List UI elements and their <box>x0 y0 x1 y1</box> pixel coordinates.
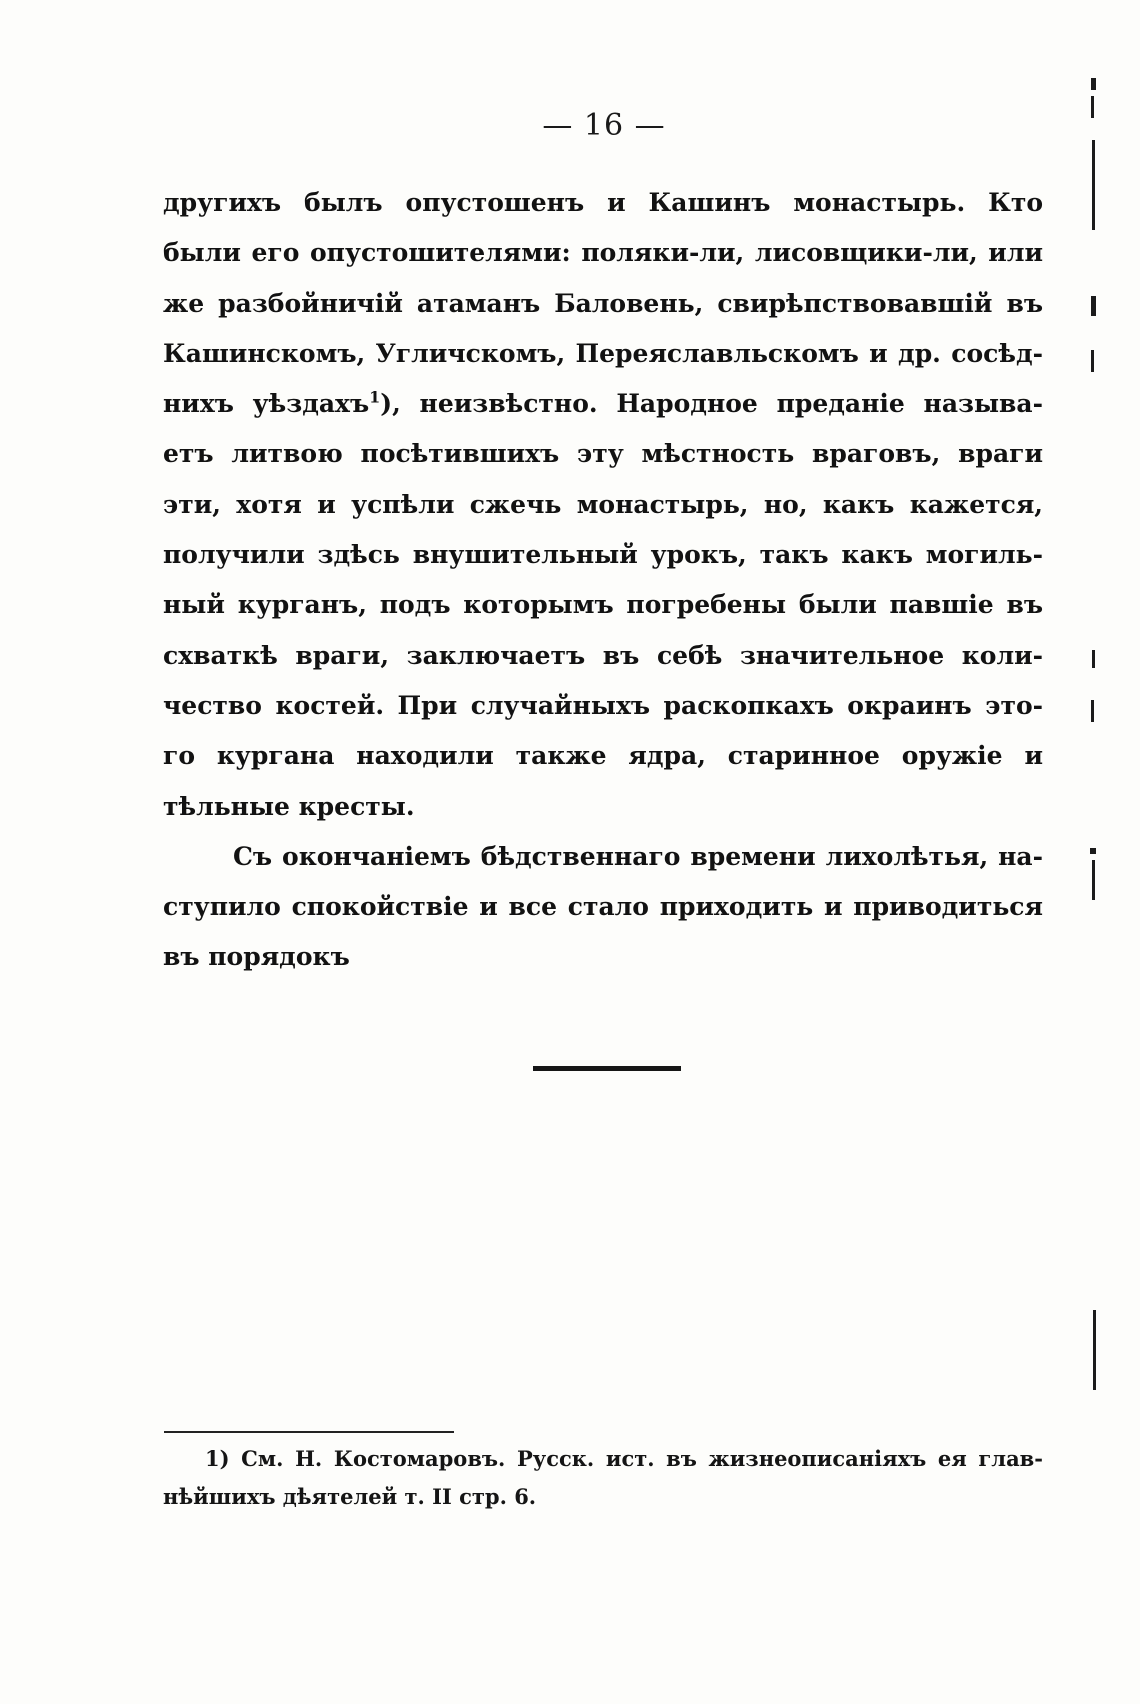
text-line: тѣльные кресты. <box>163 791 415 821</box>
page-number: — 16 — <box>542 108 666 143</box>
text-line: Съ окончаніемъ бѣдственнаго времени лихолѣтья, на- <box>233 841 1043 871</box>
binding-edge-artifacts <box>1080 0 1140 1704</box>
footnote-line: 1) См. Н. Костомаровъ. Русск. ист. въ жизнеописаніяхъ ея глав- <box>205 1446 1043 1471</box>
main-text <box>163 178 1043 983</box>
text-line: схваткѣ враги, заключаетъ въ себѣ значительное коли- <box>163 640 1043 670</box>
text-line: Кашинскомъ, Угличскомъ, Переяславльскомъ и др. сосѣд- <box>163 338 1043 368</box>
section-divider <box>533 1066 681 1071</box>
text-line: получили здѣсь внушительный урокъ, такъ какъ могиль- <box>163 540 1043 570</box>
text-line: ступило спокойствіе и все стало приходить и приводиться <box>163 892 1043 922</box>
text-fragment: нихъ уѣздахъ <box>163 389 370 419</box>
text-line: же разбойничій атаманъ Баловень, свирѣпствовавшій въ <box>163 288 1043 318</box>
footnote-line: нѣйшихъ дѣятелей т. II стр. 6. <box>163 1484 537 1509</box>
text-fragment: ), неизвѣстно. Народное преданіе называ- <box>380 389 1043 419</box>
text-line: ный курганъ, подъ которымъ погребены были павшіе въ <box>163 590 1043 620</box>
footnote <box>163 1440 1043 1516</box>
text-line: въ порядокъ <box>163 942 350 972</box>
text-line: другихъ былъ опустошенъ и Кашинъ монастырь. Кто <box>163 188 1043 217</box>
text-line <box>163 379 1043 429</box>
text-line: етъ литвою посѣтившихъ эту мѣстность враговъ, враги <box>163 439 1043 469</box>
footnote-reference[interactable]: 1 <box>369 387 381 407</box>
text-line: го кургана находили также ядра, старинное оружіе и <box>163 741 1043 771</box>
text-line: чество костей. При случайныхъ раскопкахъ окраинъ это- <box>163 690 1043 720</box>
footnote-divider <box>164 1431 454 1433</box>
text-line: были его опустошителями: поляки-ли, лисовщики-ли, или <box>163 238 1043 268</box>
text-line: эти, хотя и успѣли сжечь монастырь, но, какъ кажется, <box>163 489 1043 519</box>
